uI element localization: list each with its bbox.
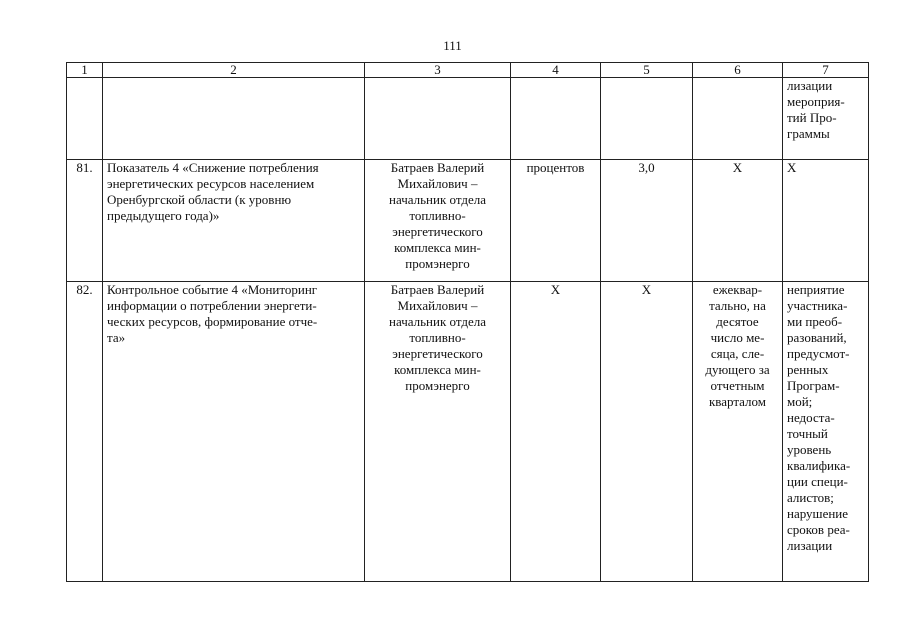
- column-number-cell: 4: [511, 63, 601, 78]
- indicator-table: [66, 62, 869, 582]
- table-row-continuation: [67, 78, 869, 160]
- deadline-cell: ежеквар- тально, на десятое число ме- сяца, сле- дующего за отчетным кварталом: [693, 282, 783, 582]
- responsible-cell: Батраев Валерий Михайлович – начальник отдела топливно- энергетического комплекса мин- промэнерго: [365, 282, 511, 582]
- row-number-cell: [67, 78, 103, 160]
- unit-cell: Х: [511, 282, 601, 582]
- page-number: 111: [443, 38, 462, 53]
- table-row: [67, 282, 869, 582]
- row-number-cell: 81.: [67, 160, 103, 282]
- deadline-cell: [693, 78, 783, 160]
- value-cell: 3,0: [601, 160, 693, 282]
- row-number-cell: 82.: [67, 282, 103, 582]
- name-cell: [103, 78, 365, 160]
- column-number-cell: 6: [693, 63, 783, 78]
- deadline-cell: Х: [693, 160, 783, 282]
- column-number-cell: 7: [783, 63, 869, 78]
- value-cell: [601, 78, 693, 160]
- responsible-cell: Батраев Валерий Михайлович – начальник отдела топливно- энергетического комплекса мин- промэнерго: [365, 160, 511, 282]
- responsible-cell: [365, 78, 511, 160]
- name-cell: Контрольное событие 4 «Мониторинг информации о потреблении энергети- ческих ресурсов, формирование отче- та»: [103, 282, 365, 582]
- value-cell: Х: [601, 282, 693, 582]
- column-number-row: [67, 63, 869, 78]
- unit-cell: процентов: [511, 160, 601, 282]
- risk-cell: Х: [783, 160, 869, 282]
- unit-cell: [511, 78, 601, 160]
- column-number-cell: 5: [601, 63, 693, 78]
- risk-cell: лизации мероприя- тий Про- граммы: [783, 78, 869, 160]
- column-number-cell: 3: [365, 63, 511, 78]
- column-number-cell: 2: [103, 63, 365, 78]
- risk-cell: неприятие участника- ми преоб- разований, предусмот- ренных Програм- мой; недоста- точный уровень квалифика- ции специ- алистов; нарушение сроков реа- лизации: [783, 282, 869, 582]
- column-number-cell: 1: [67, 63, 103, 78]
- name-cell: Показатель 4 «Снижение потребления энергетических ресурсов населением Оренбургской области (к уровню предыдущего года)»: [103, 160, 365, 282]
- table-row: [67, 160, 869, 282]
